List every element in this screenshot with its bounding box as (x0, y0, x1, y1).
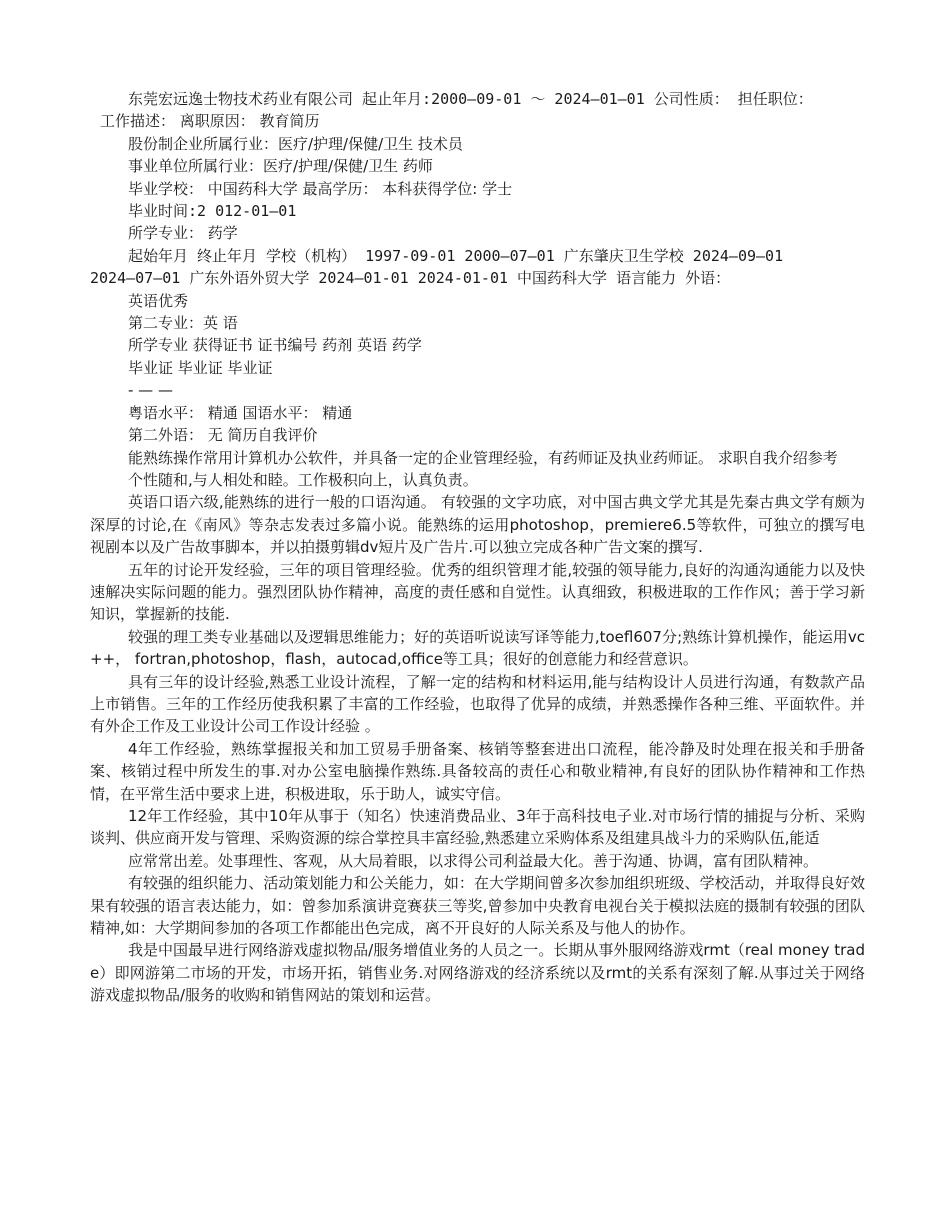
self-evaluation-paragraph-8: 12年工作经验，其中10年从事于（知名）快速消费品业、3年于高科技电子业.对市场行情的捕捉与分析、采购谈判、供应商开发与管理、采购资源的综合掌控具丰富经验,熟悉建立采购体系及组建具战斗力的采购队伍,能适 (90, 807, 865, 848)
self-evaluation-paragraph-3: 英语口语六级,能熟练的进行一般的口语沟通。 有较强的文字功底，对中国古典文学尤其是先秦古典文学有颇为深厚的讨论,在《南风》等杂志发表过多篇小说。能熟练的运用photoshop，premiere6.5等软件，可独立的撰写电视剧本以及广告故事脚本，并以拍摄剪辑dv短片及广告片.可以独立完成各种广告文案的撰写. (90, 493, 865, 557)
self-evaluation-paragraph-4: 五年的讨论开发经验，三年的项目管理经验。优秀的组织管理才能,较强的领导能力,良好的沟通沟通能力以及快速解决实际问题的能力。强烈团队协作精神，高度的责任感和自觉性。认真细致，积极进取的工作作风；善于学习新知识，掌握新的技能. (90, 560, 865, 624)
certificate-values-line: 毕业证 毕业证 毕业证 (128, 358, 273, 377)
second-language-line: 第二外语： 无 简历自我评价 (128, 426, 318, 445)
education-history-line-2: 2024—07—01 广东外语外贸大学 2024—01-01 2024-01-01 中国药科大学 语言能力 外语： (90, 269, 731, 288)
resume-document (90, 88, 865, 1007)
industry-line-1: 股份制企业所属行业：医疗/护理/保健/卫生 技术员 (128, 134, 463, 153)
self-evaluation-paragraph-2: 个性随和,与人相处和睦。工作极积向上，认真负责。 (128, 470, 478, 489)
self-evaluation-paragraph-10: 有较强的组织能力、活动策划能力和公关能力，如：在大学期间曾多次参加组织班级、学校活动，并取得良好效果有较强的语言表达能力，如：曾参加系演讲竞赛获三等奖,曾参加中央教育电视台关于模拟法庭的摄制有较强的团队精神,如：大学期间参加的各项工作都能出色完成，离不开良好的人际关系及与他人的协作。 (90, 874, 865, 938)
major-line: 所学专业： 药学 (128, 224, 238, 243)
self-evaluation-paragraph-5: 较强的理工类专业基础以及逻辑思维能力；好的英语听说读写译等能力,toefl607分;熟练计算机操作，能运用vc++， fortran,photoshop，flash，autocad,office等工具；很好的创意能力和经营意识。 (90, 627, 865, 669)
industry-line-2: 事业单位所属行业：医疗/护理/保健/卫生 药师 (128, 157, 433, 176)
second-major-line: 第二专业：英 语 (128, 314, 238, 333)
certificate-header-line: 所学专业 获得证书 证书编号 药剂 英语 药学 (128, 336, 422, 355)
self-evaluation-paragraph-11: 我是中国最早进行网络游戏虚拟物品/服务增值业务的人员之一。长期从事外服网络游戏rmt（real money trade）即网游第二市场的开发，市场开拓，销售业务.对网络游戏的经济系统以及rmt的关系有深刻了解.从事过关于网络游戏虚拟物品/服务的收购和销售网站的策划和运营。 (90, 941, 865, 1005)
education-history-line-1: 起始年月 终止年月 学校（机构） 1997-09-01 2000—07—01 广东肇庆卫生学校 2024—09—01 (128, 246, 784, 265)
self-evaluation-paragraph-6: 具有三年的设计经验,熟悉工业设计流程，了解一定的结构和材料运用,能与结构设计人员进行沟通，有数款产品上市销售。三年的工作经历使我积累了丰富的工作经验，也取得了优异的成绩，并熟悉操作各种三维、平面软件。并有外企工作及工业设计公司工作设计经验 。 (90, 672, 865, 736)
school-line: 毕业学校： 中国药科大学 最高学历： 本科获得学位: 学士 (128, 179, 513, 198)
dash-line: - — — (128, 381, 173, 400)
job-description-line: 工作描述： 离职原因： 教育简历 (100, 112, 320, 131)
self-evaluation-paragraph-7: 4年工作经验，熟练掌握报关和加工贸易手册备案、核销等整套进出口流程，能冷静及时处理在报关和手册备案、核销过程中所发生的事.对办公室电脑操作熟练.具备较高的责任心和敬业精神,有良好的团队协作精神和工作热情，在平常生活中要求上进，积极进取，乐于助人，诚实守信。 (90, 739, 865, 803)
graduation-date-line: 毕业时间:2 012-01—01 (128, 202, 297, 221)
self-evaluation-paragraph-9: 应常常出差。处事理性、客观，从大局着眼，以求得公司利益最大化。善于沟通、协调，富有团队精神。 (128, 851, 819, 870)
self-evaluation-paragraph-1: 能熟练操作常用计算机办公软件，并具备一定的企业管理经验，有药师证及执业药师证。 求职自我介绍参考 (128, 448, 838, 467)
employment-line: 东莞宏远逸士物技术药业有限公司 起止年月:2000—09-01 ～ 2024—01—01 公司性质： 担任职位： (128, 90, 813, 108)
dialect-level-line: 粤语水平： 精通 国语水平： 精通 (128, 403, 353, 422)
english-level-line: 英语优秀 (128, 291, 189, 310)
